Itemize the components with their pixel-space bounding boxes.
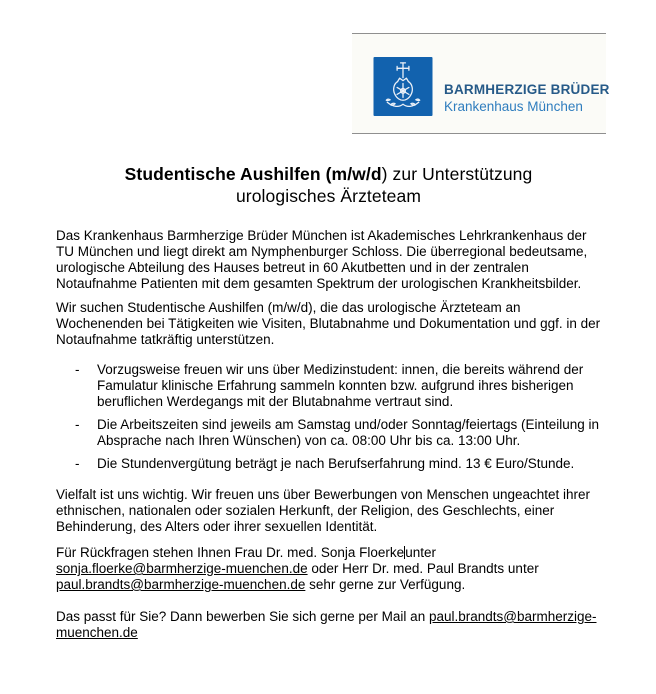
email-link-paul[interactable]: paul.brandts@barmherzige-muenchen.de: [56, 577, 306, 592]
bullet-marker: -: [75, 456, 80, 471]
bullet-marker: -: [75, 417, 80, 432]
contact-text: sehr gerne zur Verfügung.: [305, 577, 466, 592]
contact-text: oder Herr Dr. med. Paul Brandts unter: [307, 561, 539, 576]
bullet-text: Vorzugsweise freuen wir uns über Medizinstudent: innen, die bereits während der Famulatur klinische Erfahrung sammeln konnten bzw. aufgrund ihres bisherigen beruflichen Werdegangs mit der Blutabnahme vertraut sind.: [97, 362, 584, 409]
bullet-marker: -: [75, 362, 80, 377]
bullet-text: Die Arbeitszeiten sind jeweils am Samstag und/oder Sonntag/feiertags (Einteilung in Absprache nach Ihren Wünschen) von ca. 08:00 Uhr bis ca. 13:00 Uhr.: [97, 417, 600, 448]
hospital-logo: [352, 33, 610, 134]
bullet-text: Die Stundenvergütung beträgt je nach Berufserfahrung mind. 13 € Euro/Stunde.: [97, 456, 575, 471]
page-title: [56, 163, 601, 207]
title-line2: urologisches Ärzteteam: [235, 186, 422, 206]
email-link-sonja[interactable]: sonja.floerke@barmherzige-muenchen.de: [56, 561, 308, 576]
bullet-item: [56, 362, 601, 410]
diversity-paragraph: Vielfalt ist uns wichtig. Wir freuen uns über Bewerbungen von Menschen ungeachtet ihrer ethnischen, nationalen oder sozialen Herkunft, der Religion, des Geschlechts, einer Behinderung, des Alters oder ihrer sexuellen Identität.: [56, 487, 591, 534]
pomegranate-cross-icon: [373, 57, 433, 116]
bullet-item: [56, 417, 601, 449]
bullet-list: [56, 362, 601, 472]
closing-paragraph: [56, 609, 601, 641]
document-content: [56, 163, 601, 641]
contact-text: unter: [405, 545, 436, 560]
closing-text: Das passt für Sie? Dann bewerben Sie sich gerne per Mail an: [56, 609, 429, 624]
email-link-apply[interactable]: paul.brandts@barmherzige-muenchen.de: [56, 609, 597, 640]
logo-subtitle: Krankenhaus München: [444, 99, 583, 114]
title-regular-segment: ) zur Unterstützung: [381, 164, 533, 184]
contact-text: Für Rückfragen stehen Ihnen Frau Dr. med. Sonja Floerke: [56, 545, 405, 560]
logo-name: BARMHERZIGE BRÜDER: [444, 82, 610, 97]
intro-paragraph: Das Krankenhaus Barmherzige Brüder München ist Akademisches Lehrkrankenhaus der TU München und liegt direkt am Nymphenburger Schloss. Die überregional bedeutsame, urologische Abteilung des Hauses betreut in 60 Akutbetten und in der zentralen Notaufnahme Patienten mit dem gesamten Spektrum der urologischen Krankheitsbilder.: [56, 228, 588, 291]
contact-paragraph: [56, 545, 601, 593]
bullet-item: [56, 456, 601, 472]
logo-text: [444, 81, 610, 115]
title-bold-segment: Studentische Aushilfen (m/w/d: [124, 164, 382, 184]
seeking-paragraph: Wir suchen Studentische Aushilfen (m/w/d), die das urologische Ärzteteam an Wochenenden bei Tätigkeiten wie Visiten, Blutabnahme und Dokumentation und ggf. in der Notaufnahme tatkräftig unterstützen.: [56, 300, 601, 347]
